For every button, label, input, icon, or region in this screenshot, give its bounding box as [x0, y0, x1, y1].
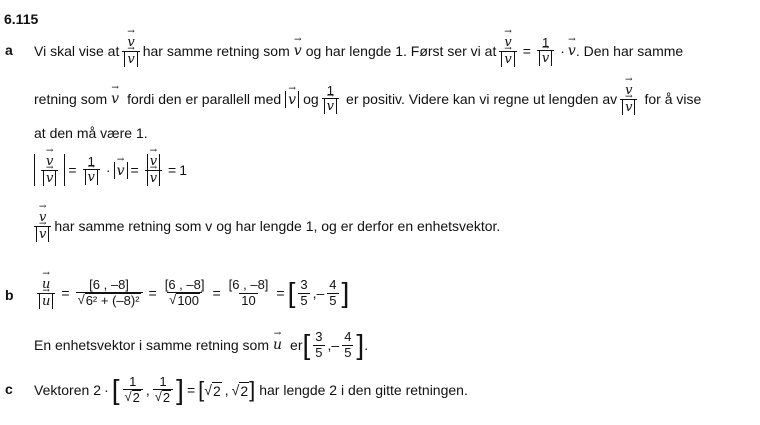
part-a-line-3: at den må være 1. — [34, 125, 148, 141]
part-b-label: b — [5, 287, 14, 303]
text: har lengde 2 i den gitte retningen. — [259, 382, 468, 398]
text: . Den har samme — [575, 43, 684, 59]
part-c-sentence: Vektoren 2 · [ 1 √ 2 , 1 √ 2 ] = [ √ 2 , √ 2 ] har lengde 2 i den gitte retningen. — [34, 373, 468, 405]
fraction-v-over-norm: → v → v — [499, 35, 516, 67]
text: er — [290, 337, 303, 353]
text: Vektoren — [34, 382, 90, 398]
text: og har lengde 1. Først ser vi at — [305, 43, 497, 59]
text: Vi skal vise at — [34, 43, 120, 59]
part-b-sentence: En enhetsvektor i samme retning som → u er [ $\frac{3}{5}$ , – $\frac{4}{5}$ ] . — [34, 324, 368, 366]
fraction-one-over-norm: 1 → v — [322, 84, 339, 115]
part-c-label: c — [5, 381, 13, 397]
text: for å vise — [644, 91, 702, 107]
problem-number: 6.115 — [4, 11, 39, 27]
fraction-one-over-norm: 1 → v — [537, 36, 554, 67]
part-a-conclusion: → v → v har samme retning som v og har lengde 1, og er derfor en enhetsvektor. — [34, 206, 500, 246]
text: har samme retning som — [142, 43, 290, 59]
text: fordi den er parallell med — [127, 91, 282, 107]
part-a-line-1: Vi skal vise at → v → v har samme retning som → v og har lengde 1. Først ser vi at → v → v = 1 → v · → v . Den har samme — [34, 32, 683, 70]
fraction-v-over-norm: → v → v — [620, 83, 637, 115]
part-a-line-2: retning som → v fordi den er parallell med → v og 1 → v er positiv. Videre kan vi regne ut lengden av → v → v for å vise — [34, 80, 701, 118]
part-b-equation: → u → u = [6 , –8] √ 6² + (–8)² = [6 , –8] √ 100 = $\frac{[6 , -8]}{10}$ = [ $\frac{3}{5}$ , – $\frac{4}{5}$ ] — [34, 268, 349, 318]
equation-result: 1 — [179, 162, 188, 178]
text: har samme retning som v og har lengde 1, og er derfor en enhetsvektor. — [54, 218, 501, 234]
fraction-v-over-norm: → v → v — [122, 35, 139, 67]
part-a-label: a — [5, 42, 13, 58]
vector-v: → v — [294, 43, 302, 59]
text: er positiv. Videre kan vi regne ut lengden av — [346, 91, 618, 107]
text: retning som — [34, 91, 108, 107]
text: og — [303, 91, 319, 107]
norm-equation: → v → v = 1 → v · → v = → v → v = 1 — [34, 148, 187, 192]
text: En enhetsvektor i samme retning som — [34, 337, 269, 353]
